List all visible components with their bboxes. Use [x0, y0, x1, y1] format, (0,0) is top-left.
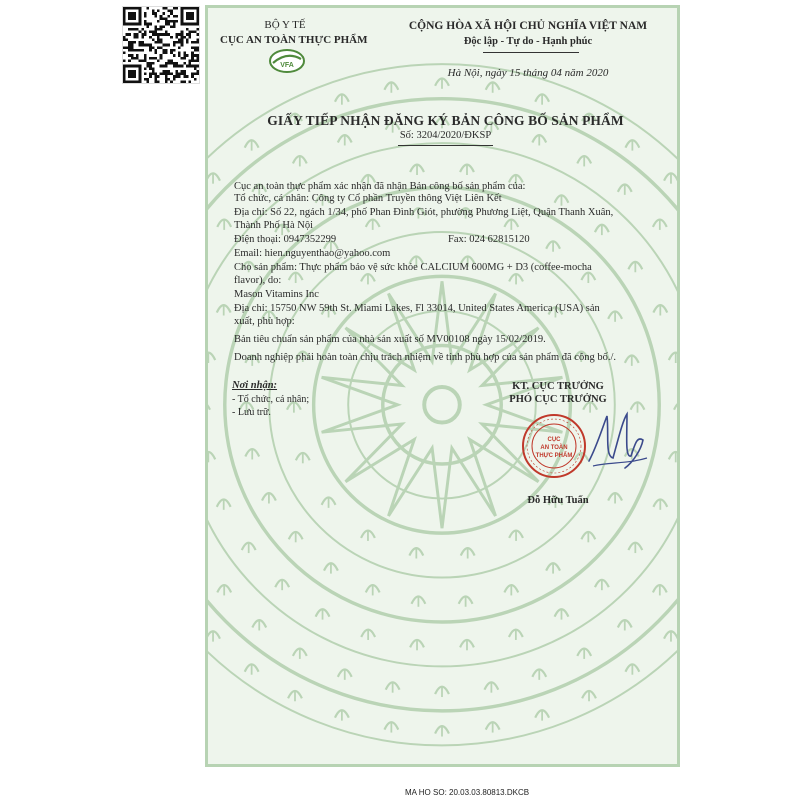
svg-text:VFA: VFA [280, 62, 294, 69]
fax-number: Fax: 024 62815120 [448, 234, 530, 245]
body-line: Doanh nghiệp phải hoàn toàn chịu trách nhiệm về tính phù hợp của sản phẩm đã công bố./. [234, 352, 616, 363]
qr-code [122, 6, 200, 84]
body-line: Tổ chức, cá nhân: Công ty Cổ phần Truyền thông Việt Liên Kết [234, 193, 502, 204]
body-line: Điện thoại: 0947352299 [234, 234, 337, 245]
body-line: Mason Vitamins Inc [234, 289, 319, 300]
recipient-item: - Lưu trữ. [232, 407, 271, 418]
body-line: Cục an toàn thực phẩm xác nhận đã nhận Bản công bố sản phẩm của: [234, 181, 526, 192]
official-stamp-icon [520, 412, 588, 480]
stamp-text-bottom: THỰC PHẨM [535, 453, 573, 459]
body-line: Bản tiêu chuẩn sản phẩm của nhà sản xuất số MV00108 ngày 15/02/2019. [234, 334, 546, 345]
recipients-label: Nơi nhận: [232, 380, 278, 391]
signer-title-line1: KT. CỤC TRƯỞNG [512, 381, 604, 392]
document-title: GIẤY TIẾP NHẬN ĐĂNG KÝ BẢN CÔNG BỐ SẢN PHẨM [267, 113, 624, 128]
stamp-text-top: CỤC [547, 437, 561, 443]
document-sheet [205, 5, 680, 767]
signer-name: Đỗ Hữu Tuấn [527, 495, 589, 506]
country-name: CỘNG HÒA XÃ HỘI CHỦ NGHĨA VIỆT NAM [408, 20, 648, 32]
body-line: xuất, phù hợp: [234, 316, 295, 327]
department-name: CỤC AN TOÀN THỰC PHẨM [220, 34, 368, 46]
recipient-item: - Tổ chức, cá nhân; [232, 394, 310, 405]
number-underline [398, 145, 493, 146]
document-number: Số: 3204/2020/ĐKSP [399, 130, 492, 141]
ministry-name: BỘ Y TẾ [264, 19, 306, 31]
handwritten-signature [583, 406, 653, 481]
issue-dateline: Hà Nội, ngày 15 tháng 04 năm 2020 [447, 67, 609, 79]
issuer-block [220, 18, 368, 48]
signer-title [478, 380, 638, 406]
body-line: Email: hien.nguyenthao@yahoo.com [234, 248, 391, 259]
national-motto: Độc lập - Tự do - Hạnh phúc [463, 36, 593, 47]
record-code: MA HO SO: 20.03.03.80813.DKCB [405, 788, 530, 797]
signer-title-line2: PHÓ CỤC TRƯỞNG [509, 394, 607, 405]
body-line: Thành Phố Hà Nội [234, 220, 314, 231]
national-heading [383, 18, 673, 50]
stamp-text-middle: AN TOÀN [540, 445, 568, 451]
vfa-logo-icon [268, 48, 306, 74]
body-line: flavor), do: [234, 275, 282, 286]
body-line: Cho sản phẩm: Thực phẩm bảo vệ sức khỏe CALCIUM 600MG + D3 (coffee-mocha [234, 262, 592, 273]
body-line: Địa chỉ: Số 22, ngách 1/34, phố Phan Đình Giót, phường Phương Liệt, Quận Thanh Xuân, [234, 207, 614, 218]
body-line: Địa chỉ: 15750 NW 59th St. Miami Lakes, Fl 33014, United States America (USA) sản [234, 303, 600, 314]
motto-underline [483, 52, 579, 53]
